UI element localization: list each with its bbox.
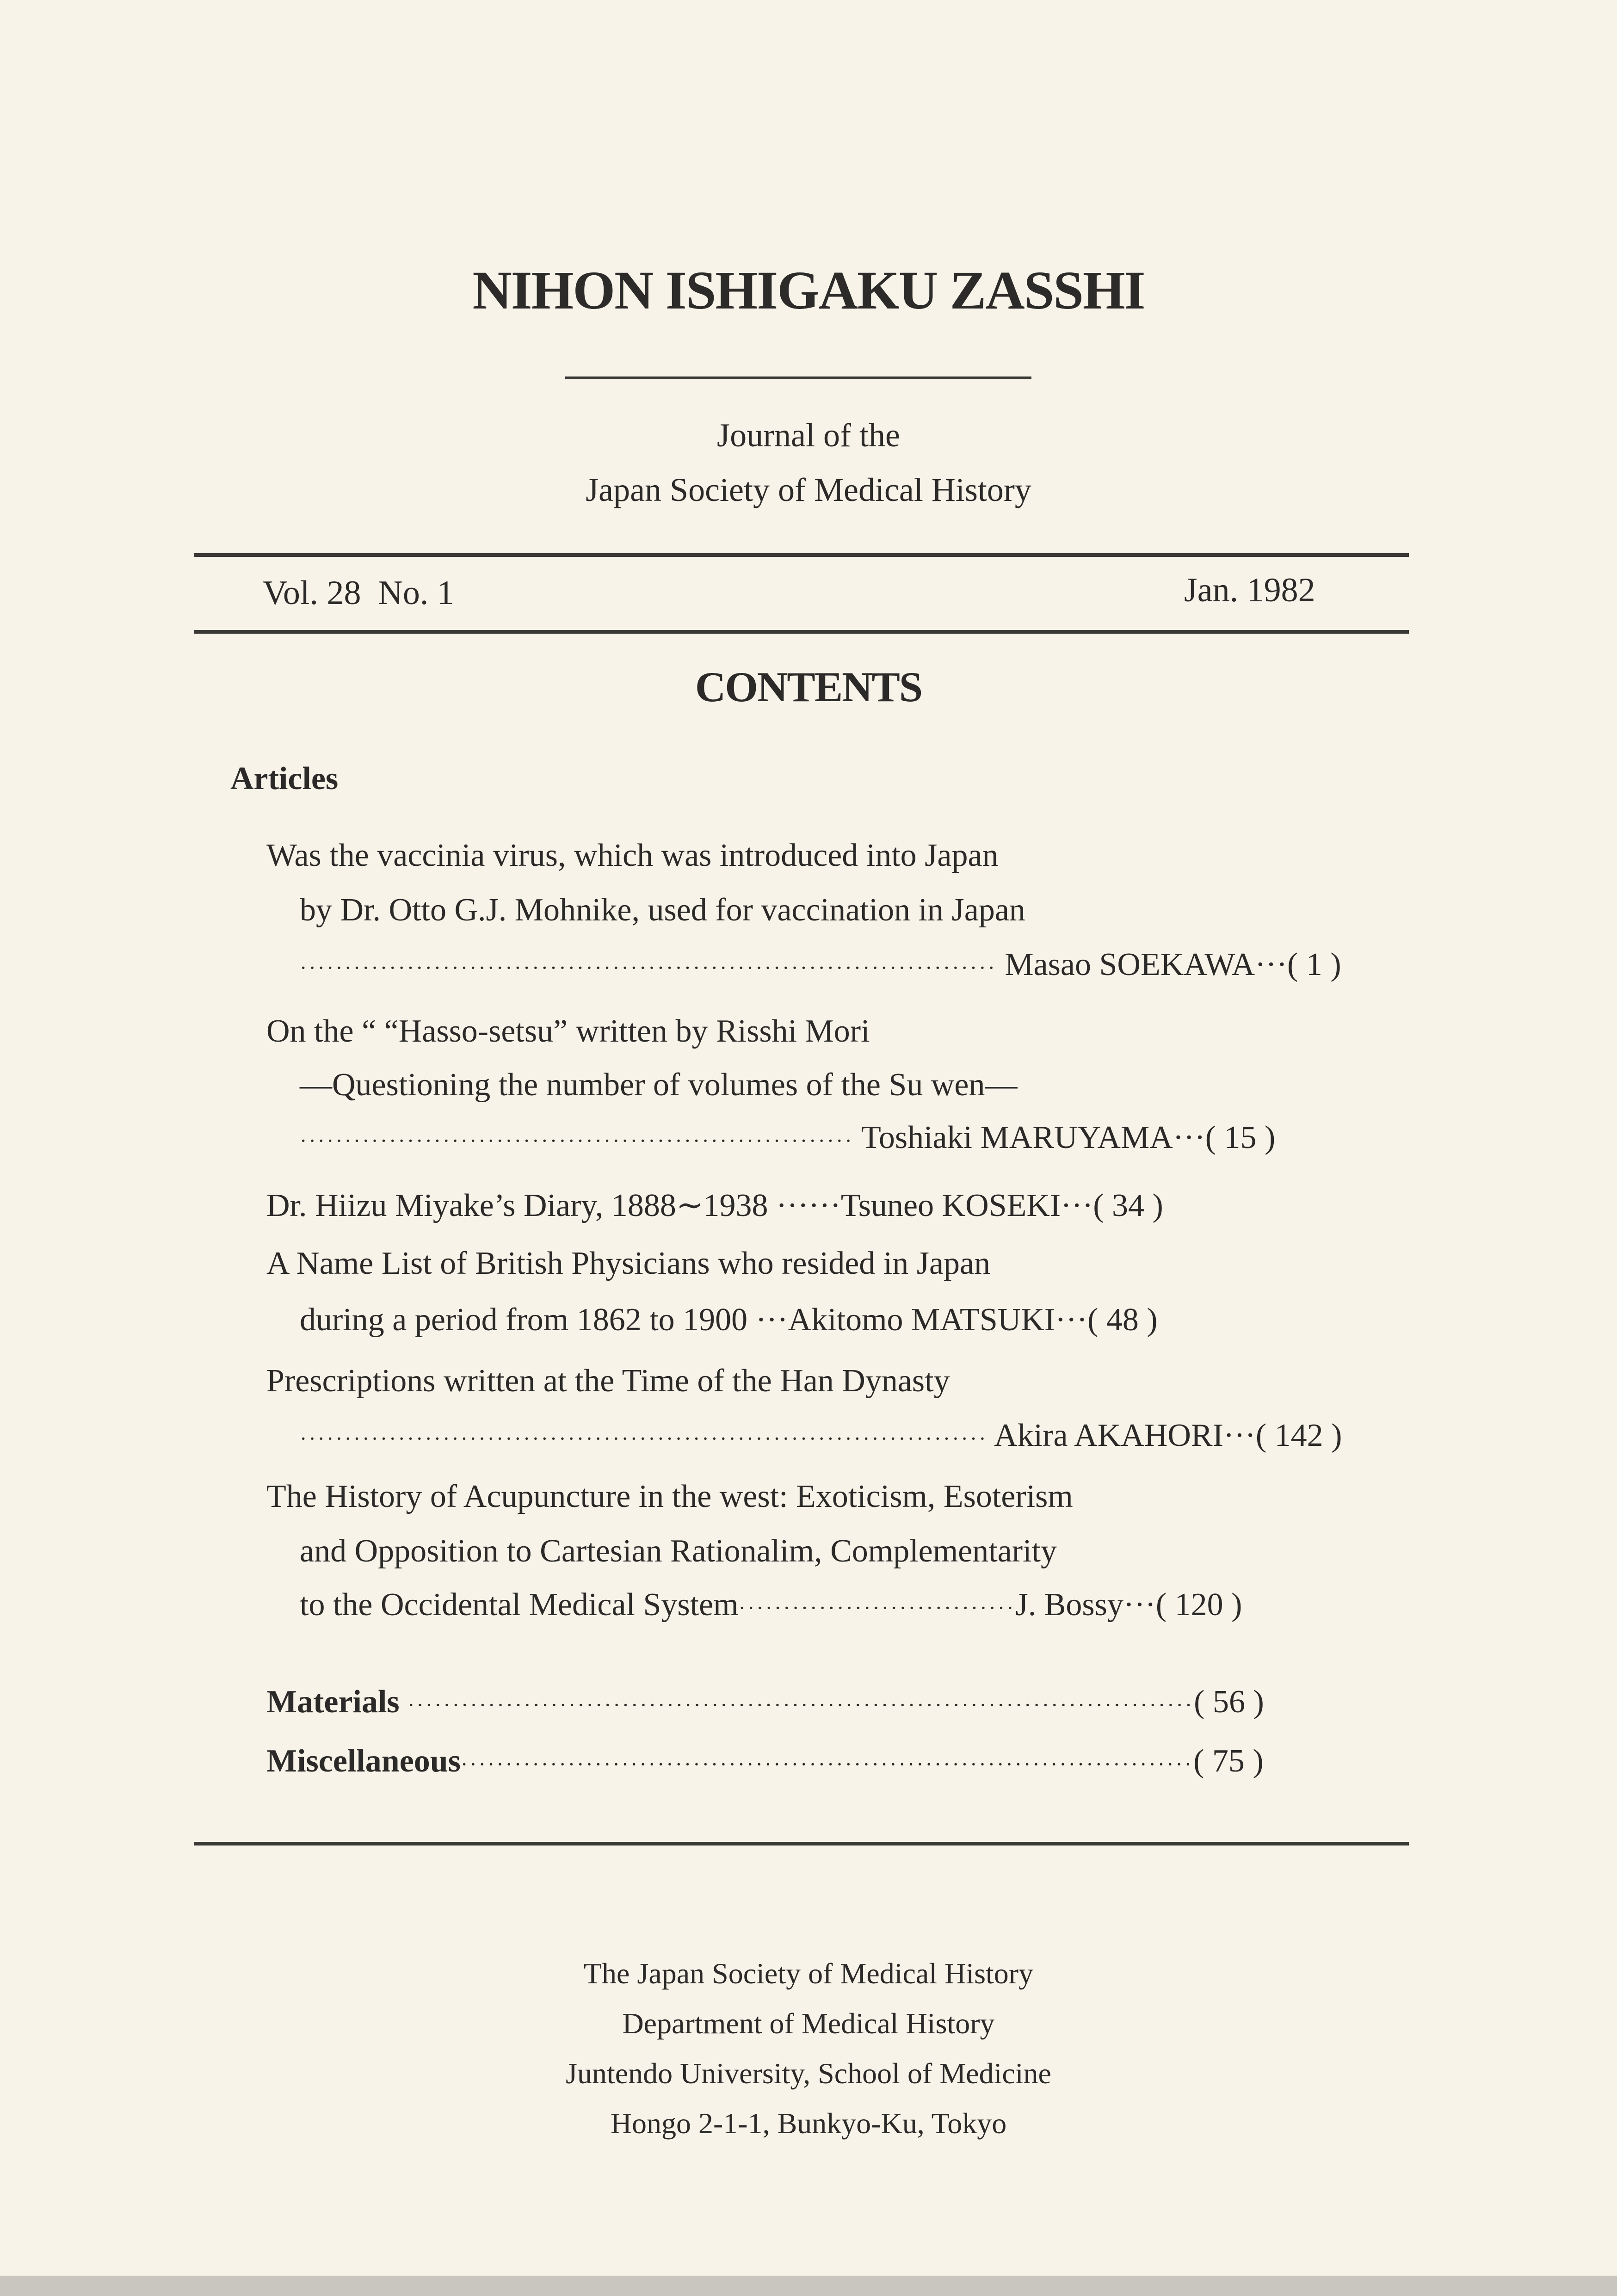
- article-1-title-line2: by Dr. Otto G.J. Mohnike, used for vaccination in Japan: [300, 892, 1025, 928]
- article-6-title-line1: The History of Acupuncture in the west: Exoticism, Esoterism: [266, 1479, 1073, 1514]
- journal-title: NIHON ISHIGAKU ZASSHI: [472, 260, 1145, 321]
- leader-dots: ·······························: [738, 1596, 1016, 1620]
- contents-heading: CONTENTS: [695, 663, 922, 710]
- leader-dots: ···: [755, 1302, 788, 1338]
- footer-line-3: Juntendo University, School of Medicine: [566, 2057, 1051, 2090]
- article-4-author: Akitomo MATSUKI: [788, 1302, 1055, 1338]
- title-divider: [565, 376, 1031, 379]
- leader-dots: ··················································································: [460, 1752, 1194, 1776]
- articles-heading: Articles: [230, 761, 339, 796]
- volume-number: Vol. 28 No. 1: [263, 574, 454, 612]
- leader-dots: ···: [1255, 947, 1288, 982]
- top-rule: [194, 553, 1409, 557]
- leader-dots: ··············································································: [300, 956, 997, 980]
- article-4-title-line2: during a period from 1862 to 1900: [300, 1302, 748, 1338]
- article-2-page: ( 15 ): [1205, 1120, 1276, 1155]
- journal-subtitle-line1: Journal of the: [717, 417, 900, 454]
- article-3-title: Dr. Hiizu Miyake’s Diary, 1888∼1938: [266, 1188, 768, 1223]
- leader-dots: ······: [776, 1188, 841, 1223]
- leader-dots: ···: [1055, 1302, 1088, 1338]
- bottom-rule: [194, 1842, 1409, 1845]
- article-6-title-line2: and Opposition to Cartesian Rationalim, Complementarity: [300, 1533, 1057, 1569]
- leader-dots: ························································································: [407, 1693, 1194, 1717]
- miscellaneous-row: [266, 1743, 1376, 1780]
- article-1-page: ( 1 ): [1287, 947, 1341, 982]
- article-3-page: ( 34 ): [1093, 1188, 1163, 1223]
- miscellaneous-heading: Miscellaneous: [266, 1743, 461, 1779]
- leader-dots: ···: [1061, 1188, 1093, 1223]
- footer-line-4: Hongo 2-1-1, Bunkyo-Ku, Tokyo: [610, 2107, 1007, 2140]
- article-3-author: Tsuneo KOSEKI: [840, 1188, 1061, 1223]
- second-rule: [194, 630, 1409, 634]
- article-3-row: [266, 1186, 1376, 1224]
- article-2-author-row: [300, 1119, 1373, 1156]
- article-5-author-row: [300, 1417, 1377, 1454]
- leader-dots: ···: [1173, 1120, 1205, 1155]
- materials-page: ( 56 ): [1194, 1684, 1264, 1720]
- article-5-page: ( 142 ): [1255, 1418, 1342, 1453]
- article-4-row: [300, 1302, 1377, 1339]
- article-4-page: ( 48 ): [1087, 1302, 1158, 1338]
- scan-bottom-edge: [0, 2276, 1617, 2296]
- article-1-title-line1: Was the vaccinia virus, which was introduced into Japan: [266, 838, 999, 873]
- article-2-title-line1: On the “ “Hasso-setsu” written by Risshi Mori: [266, 1013, 870, 1049]
- article-6-author: J. Bossy: [1015, 1587, 1123, 1623]
- article-6-page: ( 120 ): [1155, 1587, 1242, 1623]
- article-2-author: Toshiaki MARUYAMA: [861, 1120, 1173, 1155]
- miscellaneous-page: ( 75 ): [1193, 1743, 1264, 1779]
- article-5-title-line1: Prescriptions written at the Time of the Han Dynasty: [266, 1363, 950, 1399]
- materials-heading: Materials: [266, 1684, 400, 1720]
- article-6-title-line3: to the Occidental Medical System: [300, 1587, 739, 1623]
- leader-dots: ···: [1223, 1418, 1256, 1453]
- article-1-author-row: [300, 946, 1373, 983]
- leader-dots: ···: [1123, 1587, 1156, 1623]
- article-6-row: [300, 1586, 1377, 1623]
- article-1-author: Masao SOEKAWA: [1005, 947, 1255, 982]
- article-2-title-line2: —Questioning the number of volumes of the Su wen—: [300, 1067, 1018, 1103]
- leader-dots: ······························································: [300, 1129, 854, 1153]
- issue-date: Jan. 1982: [1184, 571, 1315, 609]
- leader-dots: ·············································································: [300, 1426, 988, 1450]
- footer-line-1: The Japan Society of Medical History: [583, 1957, 1034, 1990]
- article-4-title-line1: A Name List of British Physicians who resided in Japan: [266, 1246, 991, 1281]
- footer-line-2: Department of Medical History: [622, 2007, 995, 2040]
- materials-row: [266, 1684, 1376, 1721]
- journal-subtitle-line2: Japan Society of Medical History: [586, 471, 1031, 508]
- article-5-author: Akira AKAHORI: [994, 1418, 1223, 1453]
